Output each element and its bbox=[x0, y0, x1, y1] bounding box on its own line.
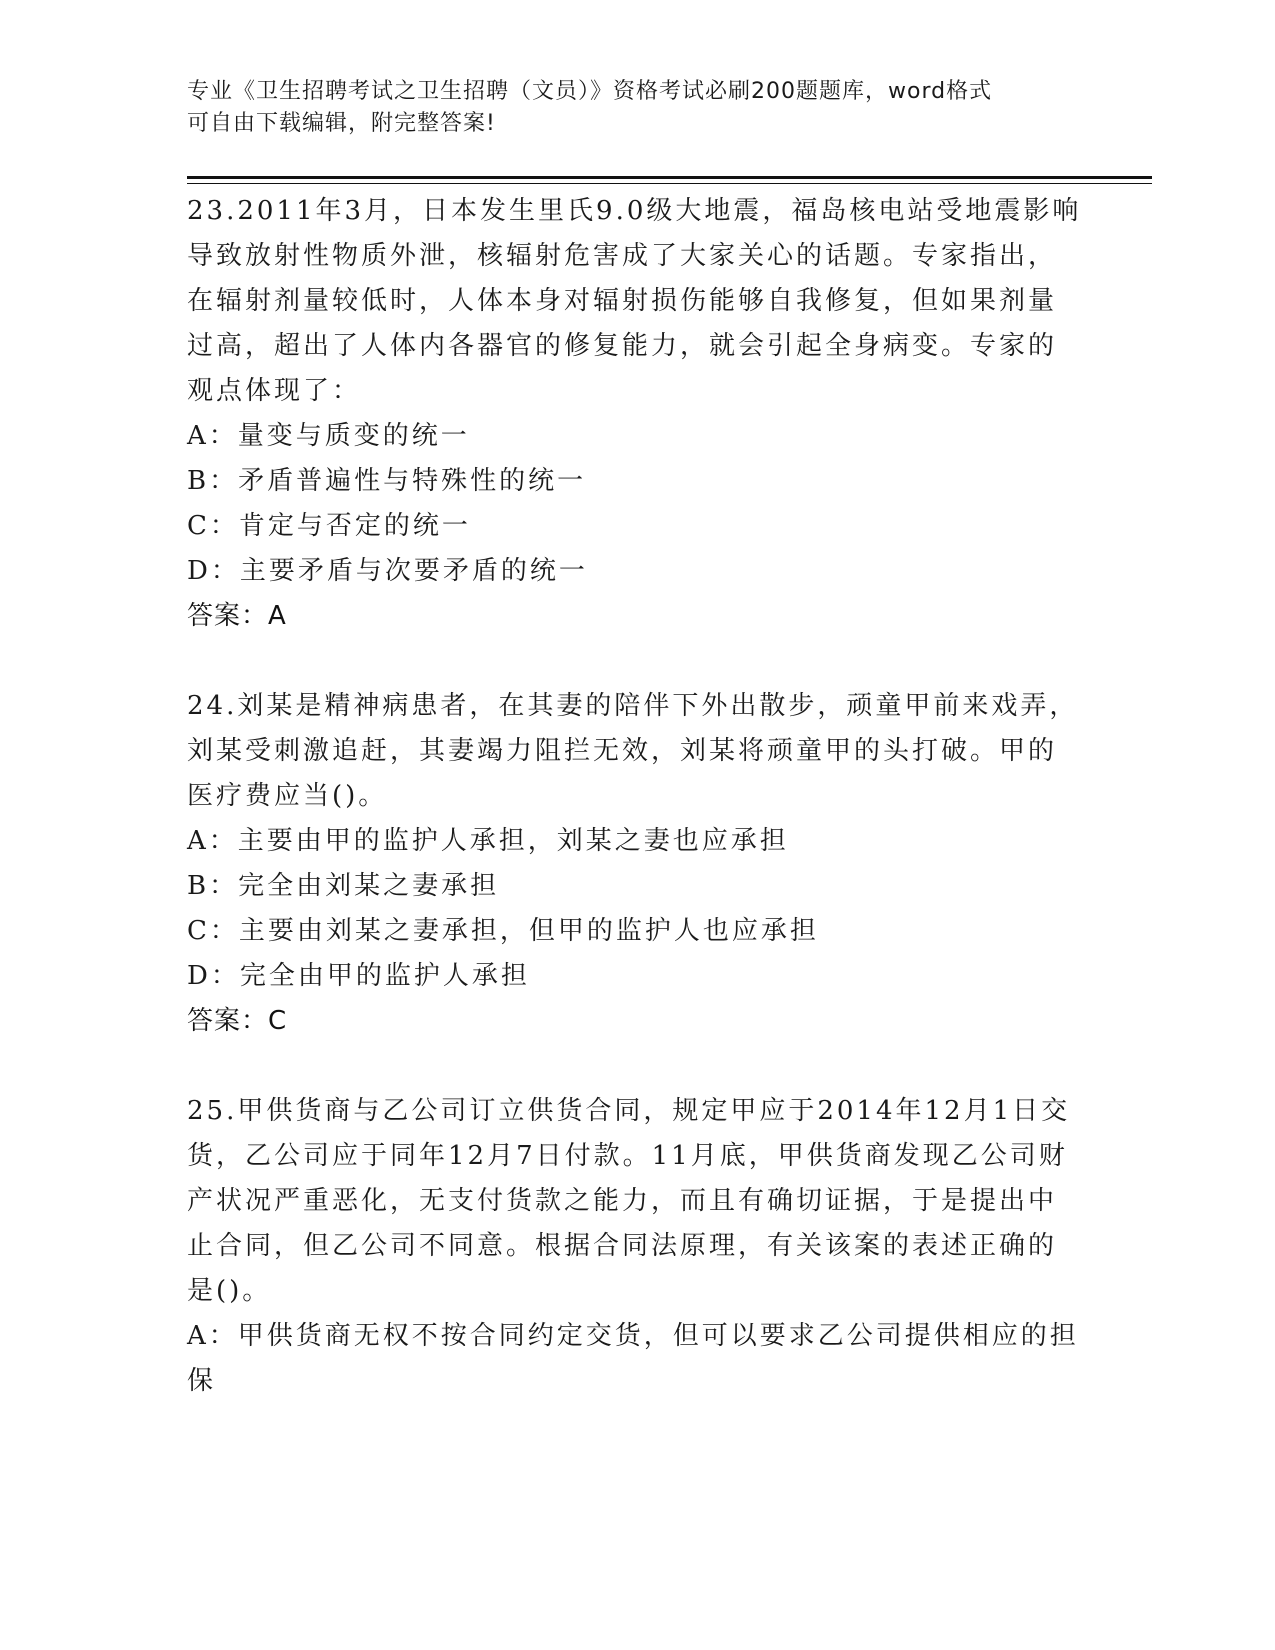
header-line-2: 可自由下载编辑，附完整答案! bbox=[187, 111, 496, 136]
option-a-continued: 保 bbox=[187, 1366, 217, 1396]
question-list bbox=[187, 189, 1087, 1404]
question-stem-line: 是()。 bbox=[187, 1276, 272, 1306]
option-a: A：甲供货商无权不按合同约定交货，但可以要求乙公司提供相应的担 bbox=[187, 1321, 1079, 1351]
option-c: C：主要由刘某之妻承担，但甲的监护人也应承担 bbox=[187, 916, 819, 946]
question-spacer bbox=[187, 639, 1087, 684]
question-stem-line: 25.甲供货商与乙公司订立供货合同，规定甲应于2014年12月1日交 bbox=[187, 1096, 1071, 1126]
option-d: D：完全由甲的监护人承担 bbox=[187, 961, 530, 991]
question-stem-line: 24.刘某是精神病患者，在其妻的陪伴下外出散步，顽童甲前来戏弄， bbox=[187, 691, 1079, 721]
answer-label: 答案：C bbox=[187, 1006, 288, 1036]
question-stem-line: 刘某受刺激追赶，其妻竭力阻拦无效，刘某将顽童甲的头打破。甲的 bbox=[187, 736, 1058, 766]
option-a: A：量变与质变的统一 bbox=[187, 421, 470, 451]
answer-label: 答案：A bbox=[187, 601, 287, 631]
header-rule-thin bbox=[187, 183, 1152, 184]
option-d: D：主要矛盾与次要矛盾的统一 bbox=[187, 556, 588, 586]
question-stem-line: 在辐射剂量较低时，人体本身对辐射损伤能够自我修复，但如果剂量 bbox=[187, 286, 1058, 316]
question-stem-line: 止合同，但乙公司不同意。根据合同法原理，有关该案的表述正确的 bbox=[187, 1231, 1058, 1261]
header-rule-thick bbox=[187, 176, 1152, 179]
option-a: A：主要由甲的监护人承担，刘某之妻也应承担 bbox=[187, 826, 789, 856]
question-spacer bbox=[187, 1044, 1087, 1089]
option-b: B：矛盾普遍性与特殊性的统一 bbox=[187, 466, 587, 496]
option-b: B：完全由刘某之妻承担 bbox=[187, 871, 500, 901]
question-stem-line: 导致放射性物质外泄，核辐射危害成了大家关心的话题。专家指出， bbox=[187, 241, 1058, 271]
question-stem-line: 过高，超出了人体内各器官的修复能力，就会引起全身病变。专家的 bbox=[187, 331, 1058, 361]
question-23 bbox=[187, 189, 1087, 639]
question-stem-line: 观点体现了： bbox=[187, 376, 362, 406]
question-24 bbox=[187, 684, 1087, 1044]
question-25 bbox=[187, 1089, 1087, 1404]
question-stem-line: 医疗费应当()。 bbox=[187, 781, 388, 811]
header-line-1: 专业《卫生招聘考试之卫生招聘（文员）》资格考试必刷200题题库，word格式 bbox=[187, 79, 993, 104]
question-stem-line: 产状况严重恶化，无支付货款之能力，而且有确切证据，于是提出中 bbox=[187, 1186, 1058, 1216]
option-c: C：肯定与否定的统一 bbox=[187, 511, 471, 541]
question-stem-line: 货，乙公司应于同年12月7日付款。11月底，甲供货商发现乙公司财 bbox=[187, 1141, 1068, 1171]
document-header bbox=[187, 76, 1087, 140]
question-stem-line: 23.2011年3月，日本发生里氏9.0级大地震，福岛核电站受地震影响 bbox=[187, 196, 1082, 226]
